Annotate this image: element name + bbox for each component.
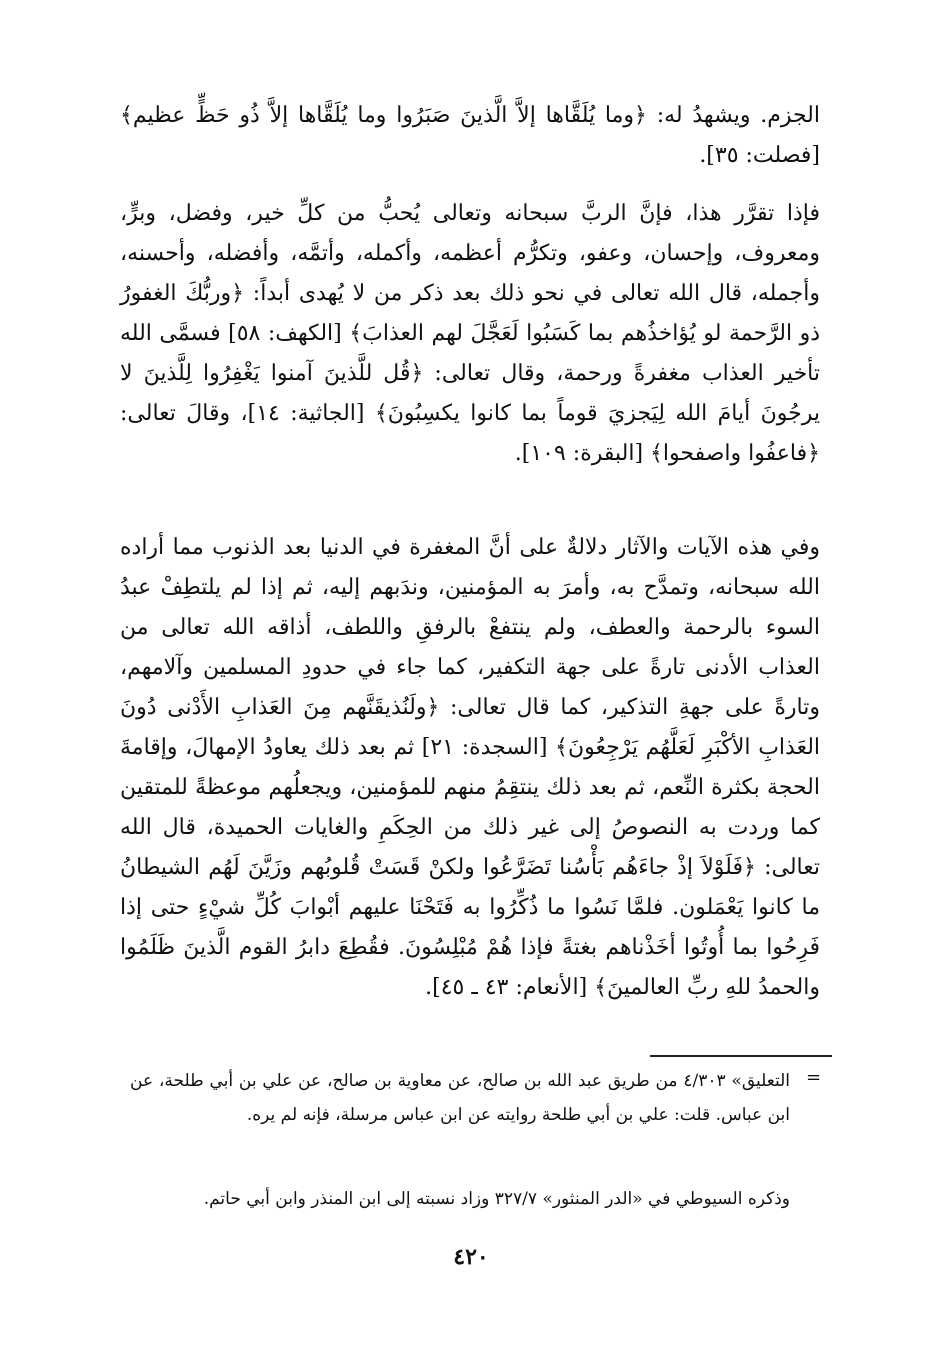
footnote-line-2: وذكره السيوطي في «الدر المنثور» ٣٢٧/٧ وزاد نسبته إلى ابن المنذر وابن أبي حاتم. [203,1189,790,1209]
footnote-line-1: التعليق» ٤/٣٠٣ من طريق عبد الله بن صالح، عن معاوية بن صالح، عن علي بن أبي طلحة، عن ابن عباس. قلت: علي بن أبي طلحة روايته عن ابن عباس مرسلة، فإنه لم يره. [130,1071,790,1125]
paragraph-1: الجزم. ويشهدُ له: ﴿وما يُلَقَّاها إلاَّ الَّذينَ صَبَرُوا وما يُلَقَّاها إلاَّ ذُو حَظٍّ عظيم﴾ [فصلت: ٣٥]. [120,103,820,168]
paragraph-3: وفي هذه الآيات والآثار دلالةٌ على أنَّ المغفرة في الدنيا بعد الذنوب مما أراده الله سبحانه، وتمدَّح به، وأمرَ به المؤمنين، وندَبهم إليه، ثم إذا لم يلتطِفْ عبدُ السوء بالرحمة والعطف، ولم ينتفعْ بالرفقِ واللطف، أذاقه الله تعالى من العذاب الأدنى تارةً على جهة التكفير، كما جاء في حدودِ المسلمين وآلامهم، وتارةً على جهةِ التذكير، كما قال تعالى: ﴿ولَنُذيقَنَّهم مِنَ العَذابِ الأَدْنى دُونَ العَذابِ الأكْبَرِ لَعَلَّهُم يَرْجِعُونَ﴾ [السجدة: ٢١] ثم بعد ذلك يعاودُ الإمهالَ، وإقامةَ الحجة بكثرة النِّعم، ثم بعد ذلك ينتقِمُ منهم للمؤمنين، ويجعلُهم موعظةً للمتقين كما وردت به النصوصُ إلى غير ذلك من الحِكَمِ والغايات الحميدة، قال الله تعالى: ﴿فَلَوْلاَ إذْ جاءَهُم بَأْسُنا تَضَرَّعُوا ولكنْ قَسَتْ قُلوبُهم وزَيَّنَ لَهُم الشيطانُ ما كانوا يَعْمَلون. فلمَّا نَسُوا ما ذُكِّرُوا به فَتَحْنَا عليهم أبْوابَ كُلِّ شيْءٍ حتى إذا فَرِحُوا بما أُوتُوا أخَذْناهم بغتةً فإذا هُمْ مُبْلِسُونَ. فقُطِعَ دابرُ القوم الَّذينَ ظَلَمُوا والحمدُ للهِ ربِّ العالمينَ﴾ [الأنعام: ٤٣ ـ ٤٥]. [120,535,821,1000]
footnote-continuation-marker: = [806,1067,822,1088]
page-number: ٤٢٠ [453,1244,489,1270]
paragraph-2: فإذا تقرَّر هذا، فإنَّ الربَّ سبحانه وتعالى يُحبُّ من كلِّ خير، وفضل، وبرٍّ، ومعروف، وإحسان، وعفو، وتكرُّم أعظمه، وأكمله، وأتمَّه، وأفضله، وأحسنه، وأجمله، قال الله تعالى في نحو ذلك بعد ذكر من لا يُهدى أبداً: ﴿وربُّكَ الغفورُ ذو الرَّحمة لو يُؤاخذُهم بما كَسَبُوا لَعَجَّلَ لهم العذابَ﴾ [الكهف: ٥٨] فسمَّى الله تأخير العذاب مغفرةً ورحمة، وقال تعالى: ﴿قُل للَّذينَ آمنوا يَغْفِرُوا لِلَّذينَ لا يرجُونَ أيامَ الله لِيَجزيَ قوماً بما كانوا يكسِبُونَ﴾ [الجاثية: ١٤]، وقالَ تعالى: ﴿فاعفُوا واصفحوا﴾ [البقرة: ١٠٩]. [120,201,820,466]
footnote-separator [650,1055,832,1057]
